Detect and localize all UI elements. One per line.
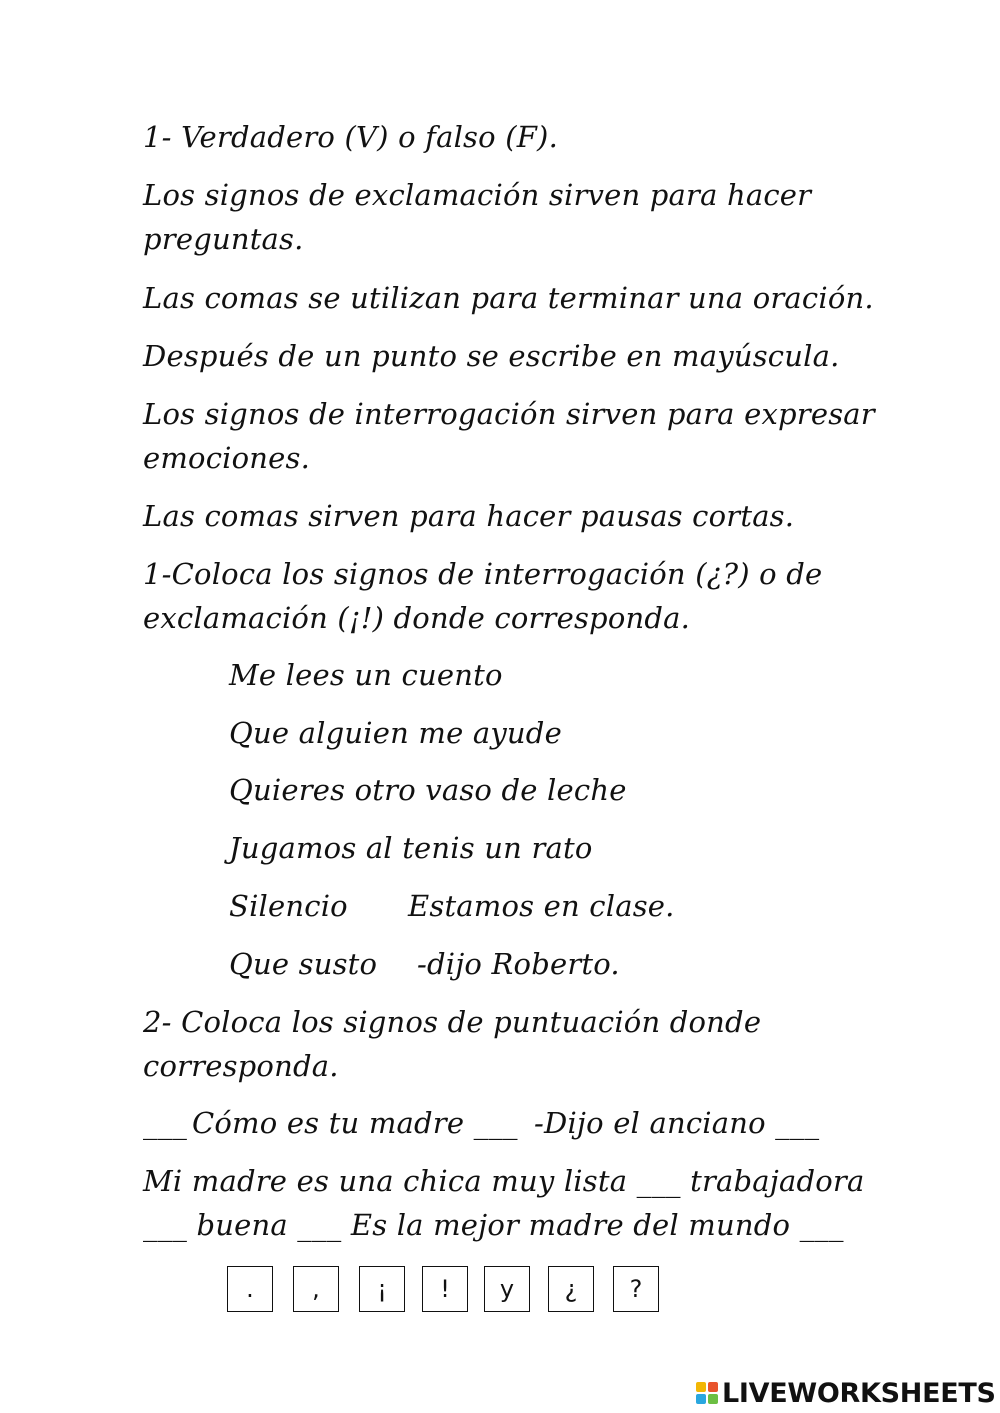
sentence-3: Quieres otro vaso de leche xyxy=(229,773,627,807)
statement-4-line-1: Los signos de interrogación sirven para expresar xyxy=(143,397,875,431)
paragraph-line-1: Mi madre es una chica muy lista ___ trabajadora xyxy=(143,1164,865,1198)
sentence-6b: -dijo Roberto. xyxy=(417,947,620,981)
statement-1-line-1: Los signos de exclamación sirven para hacer xyxy=(143,178,812,212)
sentence-4: Jugamos al tenis un rato xyxy=(229,831,593,865)
option-inverted-exclamation[interactable]: ¡ xyxy=(359,1266,405,1312)
line-1-question: Cómo es tu madre ___ xyxy=(192,1106,518,1140)
exercise-3-title-line-2: corresponda. xyxy=(143,1049,339,1083)
statement-5: Las comas sirven para hacer pausas cortas. xyxy=(143,499,795,533)
statement-3: Después de un punto se escribe en mayúscula. xyxy=(143,339,840,373)
logo-text: LIVEWORKSHEETS xyxy=(722,1377,996,1409)
liveworksheets-logo[interactable] xyxy=(696,1376,996,1410)
logo-square-3 xyxy=(696,1394,706,1404)
logo-icon xyxy=(696,1382,718,1404)
blank-line-1-start: ___ xyxy=(143,1106,188,1140)
sentence-5b: Estamos en clase. xyxy=(408,889,675,923)
statement-1-line-2: preguntas. xyxy=(143,222,304,256)
statement-4-line-2: emociones. xyxy=(143,441,311,475)
option-y[interactable]: y xyxy=(484,1266,530,1312)
exercise-3-title-line-1: 2- Coloca los signos de puntuación donde xyxy=(143,1005,762,1039)
statement-2: Las comas se utilizan para terminar una oración. xyxy=(143,281,874,315)
logo-square-1 xyxy=(696,1382,706,1392)
option-exclamation[interactable]: ! xyxy=(422,1266,468,1312)
sentence-2: Que alguien me ayude xyxy=(229,716,562,750)
exercise-2-title-line-1: 1-Coloca los signos de interrogación (¿?) o de xyxy=(143,557,823,591)
option-comma[interactable]: , xyxy=(293,1266,339,1312)
option-inverted-question[interactable]: ¿ xyxy=(548,1266,594,1312)
paragraph-line-2: ___ buena ___ Es la mejor madre del mundo ___ xyxy=(143,1208,844,1242)
sentence-1: Me lees un cuento xyxy=(229,658,503,692)
logo-square-2 xyxy=(708,1382,718,1392)
exercise-1-title: 1- Verdadero (V) o falso (F). xyxy=(143,120,558,154)
logo-square-4 xyxy=(708,1394,718,1404)
exercise-2-title-line-2: exclamación (¡!) donde corresponda. xyxy=(143,601,691,635)
option-period[interactable]: . xyxy=(227,1266,273,1312)
sentence-5a: Silencio xyxy=(229,889,348,923)
sentence-6a: Que susto xyxy=(229,947,378,981)
line-1-speaker: -Dijo el anciano ___ xyxy=(534,1106,820,1140)
option-question[interactable]: ? xyxy=(613,1266,659,1312)
